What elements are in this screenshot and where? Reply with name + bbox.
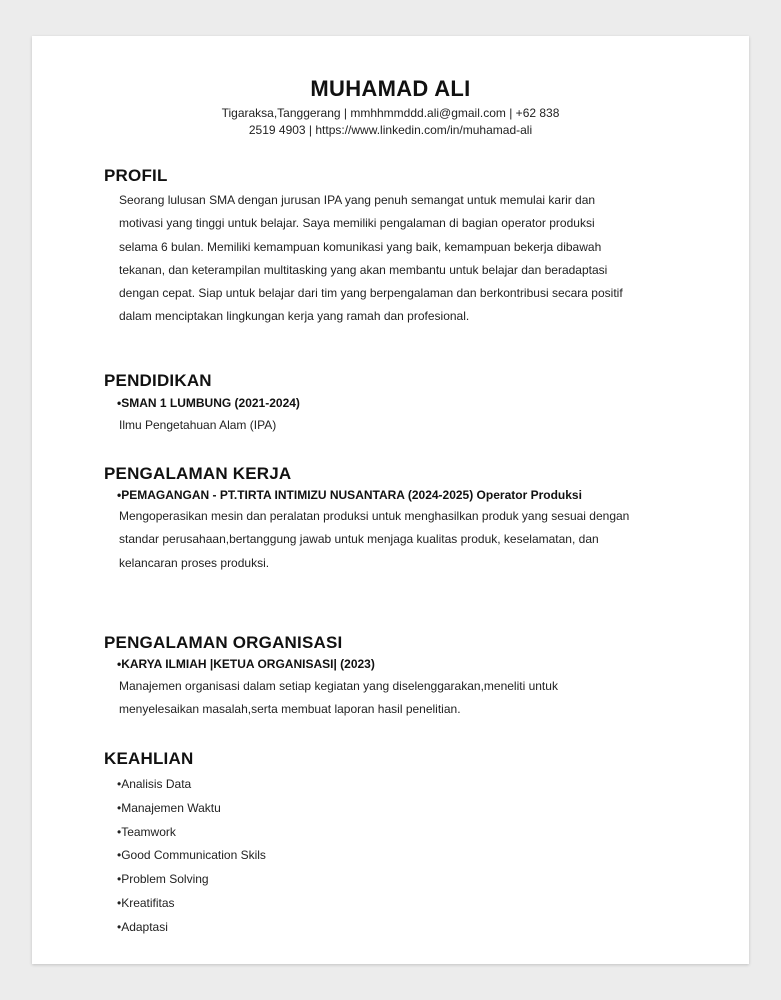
organization-description <box>119 675 699 722</box>
education-school: •SMAN 1 LUMBUNG (2021-2024) <box>117 396 300 410</box>
profil-line: tekanan, dan keterampilan multitasking yang akan membantu untuk belajar dan beradaptasi <box>119 262 608 277</box>
profil-line: Seorang lulusan SMA dengan jurusan IPA yang penuh semangat untuk memulai karir dan <box>119 193 596 207</box>
section-title-pengalaman-organisasi: PENGALAMAN ORGANISASI <box>104 633 343 652</box>
education-major: Ilmu Pengetahuan Alam (IPA) <box>119 418 277 432</box>
section-title-profil: PROFIL <box>104 166 168 185</box>
section-title-pengalaman-kerja: PENGALAMAN KERJA <box>104 464 292 483</box>
work-position: •PEMAGANGAN - PT.TIRTA INTIMIZU NUSANTARA (2024-2025) Operator Produksi <box>117 488 582 502</box>
work-line: Mengoperasikan mesin dan peralatan produksi untuk menghasilkan produk yang sesuai dengan <box>119 509 630 523</box>
skill-item: •Analisis Data <box>117 777 192 791</box>
organization-line: Manajemen organisasi dalam setiap kegiatan yang diselenggarakan,meneliti untuk <box>119 679 558 693</box>
skill-item: •Adaptasi <box>117 919 168 934</box>
organization-position: •KARYA ILMIAH |KETUA ORGANISASI| (2023) <box>117 657 375 671</box>
resume-page <box>32 36 749 964</box>
profil-line: dalam menciptakan lingkungan kerja yang ramah dan profesional. <box>119 309 470 324</box>
skill-item: •Teamwork <box>117 824 176 839</box>
skill-item: •Kreatifitas <box>117 895 175 910</box>
section-title-pendidikan: PENDIDIKAN <box>104 371 212 390</box>
work-description <box>119 505 699 575</box>
skills-list <box>117 773 266 940</box>
contact-line-1: Tigaraksa,Tanggerang | mmhhmmddd.ali@gmail.com | +62 838 <box>221 106 560 120</box>
skill-item: •Problem Solving <box>117 872 209 887</box>
profil-line: dengan cepat. Siap untuk belajar dari tim yang berpengalaman dan berkontribusi secara positif <box>119 286 623 301</box>
skill-item: •Good Communication Skils <box>117 848 266 863</box>
work-line: kelancaran proses produksi. <box>119 555 270 570</box>
profil-line: selama 6 bulan. Memiliki kemampuan komunikasi yang baik, kemampuan bekerja dibawah <box>119 239 602 254</box>
organization-line: menyelesaikan masalah,serta membuat laporan hasil penelitian. <box>119 702 461 717</box>
profil-line: motivasi yang tinggi untuk belajar. Saya memiliki pengalaman di bagian operator produksi <box>119 216 595 231</box>
candidate-name: MUHAMAD ALI <box>310 76 471 101</box>
section-title-keahlian: KEAHLIAN <box>104 749 194 768</box>
work-line: standar perusahaan,bertanggung jawab untuk menjaga kualitas produk, keselamatan, dan <box>119 532 599 547</box>
profil-paragraph <box>119 189 699 329</box>
contact-line-2: 2519 4903 | https://www.linkedin.com/in/muhamad-ali <box>248 123 533 137</box>
skill-item: •Manajemen Waktu <box>117 800 221 815</box>
